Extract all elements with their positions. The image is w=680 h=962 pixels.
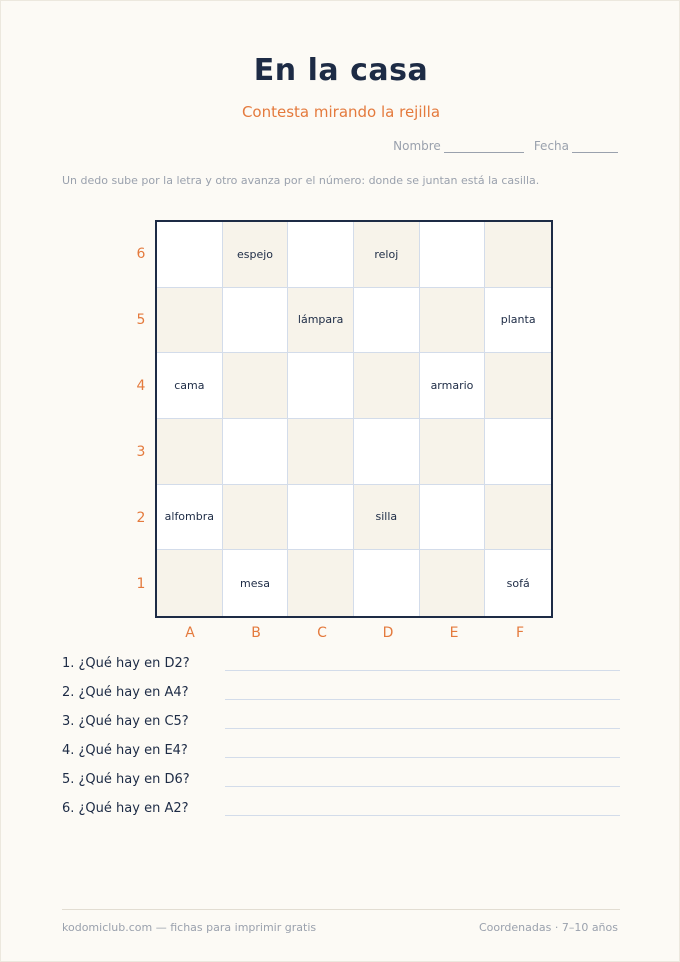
grid-cell-A2: alfombra [157, 485, 223, 551]
question-text: 5. ¿Qué hay en D6? [62, 772, 190, 787]
question-text: 1. ¿Qué hay en D2? [62, 656, 190, 671]
grid-cell-D6: reloj [354, 222, 420, 288]
grid-cell-F6 [485, 222, 551, 288]
name-date-fields [393, 139, 618, 153]
name-label: Nombre [393, 139, 441, 153]
question-text: 2. ¿Qué hay en A4? [62, 685, 189, 700]
row-label: 6 [136, 246, 146, 262]
name-field[interactable] [444, 141, 524, 153]
grid-cell-E3 [420, 419, 486, 485]
footer-divider [62, 909, 620, 910]
page-subtitle: Contesta mirando la rejilla [241, 103, 441, 121]
grid-cell-B4 [223, 353, 289, 419]
column-label: E [449, 625, 459, 641]
row-label: 2 [136, 510, 146, 526]
answer-line[interactable] [225, 699, 620, 700]
grid-cell-D2: silla [354, 485, 420, 551]
footer-site: kodomiclub.com — fichas para imprimir gratis [62, 921, 317, 934]
grid-cell-D3 [354, 419, 420, 485]
grid-cell-A3 [157, 419, 223, 485]
page-title: En la casa [253, 53, 429, 88]
grid-cell-A5 [157, 288, 223, 354]
grid-cell-C1 [288, 550, 354, 616]
date-label: Fecha [533, 139, 569, 153]
coordinate-grid [155, 220, 553, 618]
grid-cell-E1 [420, 550, 486, 616]
answer-line[interactable] [225, 728, 620, 729]
column-label: A [185, 625, 195, 641]
grid-cell-E5 [420, 288, 486, 354]
grid-cell-C2 [288, 485, 354, 551]
grid-cell-C4 [288, 353, 354, 419]
grid-cell-F3 [485, 419, 551, 485]
grid-cell-A4: cama [157, 353, 223, 419]
grid-cell-C3 [288, 419, 354, 485]
grid-cell-B6: espejo [223, 222, 289, 288]
column-label: F [515, 625, 525, 641]
grid-cell-F1: sofá [506, 576, 530, 590]
grid-cell-A1 [157, 550, 223, 616]
grid-cell-E2 [420, 485, 486, 551]
row-label: 5 [136, 312, 146, 328]
grid-cell-D4 [354, 353, 420, 419]
grid-cell-D5 [354, 288, 420, 354]
column-label: D [382, 625, 394, 641]
grid-cell-A6 [157, 222, 223, 288]
answer-line[interactable] [225, 786, 620, 787]
grid-cell-C6 [288, 222, 354, 288]
grid-cell-F5: planta [485, 288, 551, 354]
row-label: 1 [136, 576, 146, 592]
grid-cell-E4: armario [420, 353, 486, 419]
grid-cell-B1: mesa [223, 550, 289, 616]
grid-cell-D1 [354, 550, 420, 616]
instructions: Un dedo sube por la letra y otro avanza por el número: donde se juntan está la casilla. [62, 174, 540, 187]
row-label: 4 [136, 378, 146, 394]
grid-cell-B2 [223, 485, 289, 551]
grid-cell-C5: lámpara [288, 288, 354, 354]
row-label: 3 [136, 444, 146, 460]
answer-line[interactable] [225, 757, 620, 758]
grid-cell-F4 [485, 353, 551, 419]
question-text: 3. ¿Qué hay en C5? [62, 714, 189, 729]
grid-cell-B3 [223, 419, 289, 485]
footer-topic: Coordenadas · 7–10 años [478, 921, 618, 934]
answer-line[interactable] [225, 670, 620, 671]
date-field[interactable] [572, 141, 618, 153]
column-label: C [317, 625, 327, 641]
question-text: 4. ¿Qué hay en E4? [62, 743, 188, 758]
question-text: 6. ¿Qué hay en A2? [62, 801, 189, 816]
grid-cell-F2 [485, 485, 551, 551]
column-label: B [251, 625, 261, 641]
answer-line[interactable] [225, 815, 620, 816]
grid-cell-E6 [420, 222, 486, 288]
grid-cell-B5 [223, 288, 289, 354]
